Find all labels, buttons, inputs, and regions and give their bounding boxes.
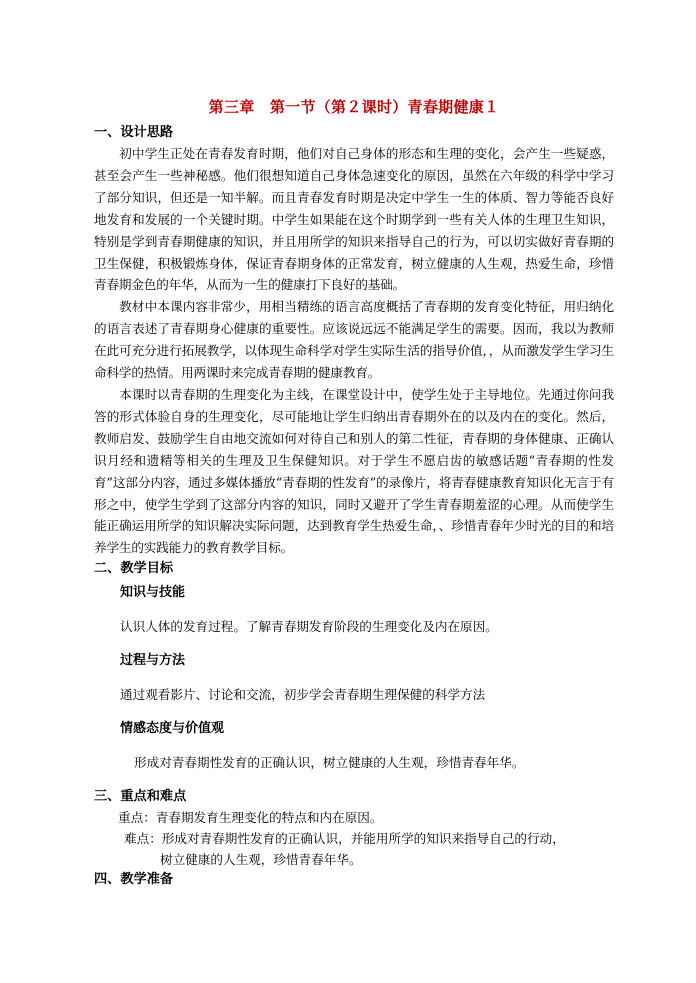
section-heading-design: 一、设计思路 [94, 125, 174, 140]
section-heading-goals: 二、教学目标 [94, 561, 174, 577]
document-title: 第三章 第一节（第２课时）青春期健康１ [208, 98, 500, 116]
difficulty-text-line2: 树立健康的人生观，珍惜青春年华。 [160, 852, 362, 868]
goal-text-knowledge: 认识人体的发育过程。了解青春期发育阶段的生理变化及内在原因。 [120, 619, 498, 635]
design-paragraph-3: 本课时以青春期的生理变化为主线，在课堂设计中，使学生处于主导地位。先通过你问我答的形式体验自身的生理变化，尽可能地让学生归纳出青春期外在的以及内在的变化。然后，教师启发、鼓励学生自由地交流如何对待自己和别人的第二性征，青春期的身体健康、正确认识月经和遗精等相关的生理及卫生保健知识。对于学生不愿启齿的敏感话题“青春期的性发育”这部分内容，通过多媒体播放“青春期的性发育”的录像片，将青春健康教育知识化无言于有形之中，使学生学到了这部分内容的知识，同时又避开了学生青春期羞涩的心理。从而使学生能正确运用所学的知识解决实际问题，达到教育学生热爱生命，、珍惜青春年少时光的目的和培养学生的实践能力的教育教学目标。 [94, 386, 614, 556]
goal-label-process: 过程与方法 [120, 653, 186, 669]
goal-label-attitude: 情感态度与价值观 [120, 721, 225, 737]
difficulty-text-line1: 难点：形成对青春期性发育的正确认识，并能用所学的知识来指导自己的行动， [124, 831, 565, 847]
key-point-text: 重点：青春期发育生理变化的特点和内在原因。 [118, 810, 383, 826]
section-heading-keypoints: 三、重点和难点 [94, 789, 187, 805]
design-paragraph-2: 教材中本课内容非常少，用相当精练的语言高度概括了青春期的发育变化特征，用归纳化的语言表述了青春期身心健康的重要性。应该说远远不能满足学生的需要。因而，我以为教师在此可充分进行拓展教学，以体现生命科学对学生实际生活的指导价值，，从而激发学生学习生命科学的热情。用两课时来完成青春期的健康教育。 [94, 299, 614, 381]
goal-text-process: 通过观看影片、讨论和交流，初步学会青春期生理保健的科学方法 [120, 687, 486, 703]
section-heading-preparation: 四、教学准备 [94, 872, 174, 888]
goal-label-knowledge: 知识与技能 [120, 585, 186, 601]
goal-text-attitude: 形成对青春期性发育的正确认识，树立健康的人生观，珍惜青春年华。 [134, 755, 525, 771]
document-page [94, 96, 614, 890]
design-paragraph-1: 初中学生正处在青春发育时期，他们对自己身体的形态和生理的变化，会产生一些疑惑，甚至会产生一些神秘感。他们很想知道自己身体急速变化的原因，虽然在六年级的科学中学习了部分知识，但还是一知半解。而且青春发育时期是决定中学生一生的体质、智力等能否良好地发育和发展的一个关键时期。中学生如果能在这个时期学到一些有关人体的生理卫生知识，特别是学到青春期健康的知识，并且用所学的知识来指导自己的行为，可以切实做好青春期的卫生保健，积极锻炼身体，保证青春期身体的正常发育，树立健康的人生观，热爱生命，珍惜青春期金色的年华，从而为一生的健康打下良好的基础。 [94, 146, 614, 293]
